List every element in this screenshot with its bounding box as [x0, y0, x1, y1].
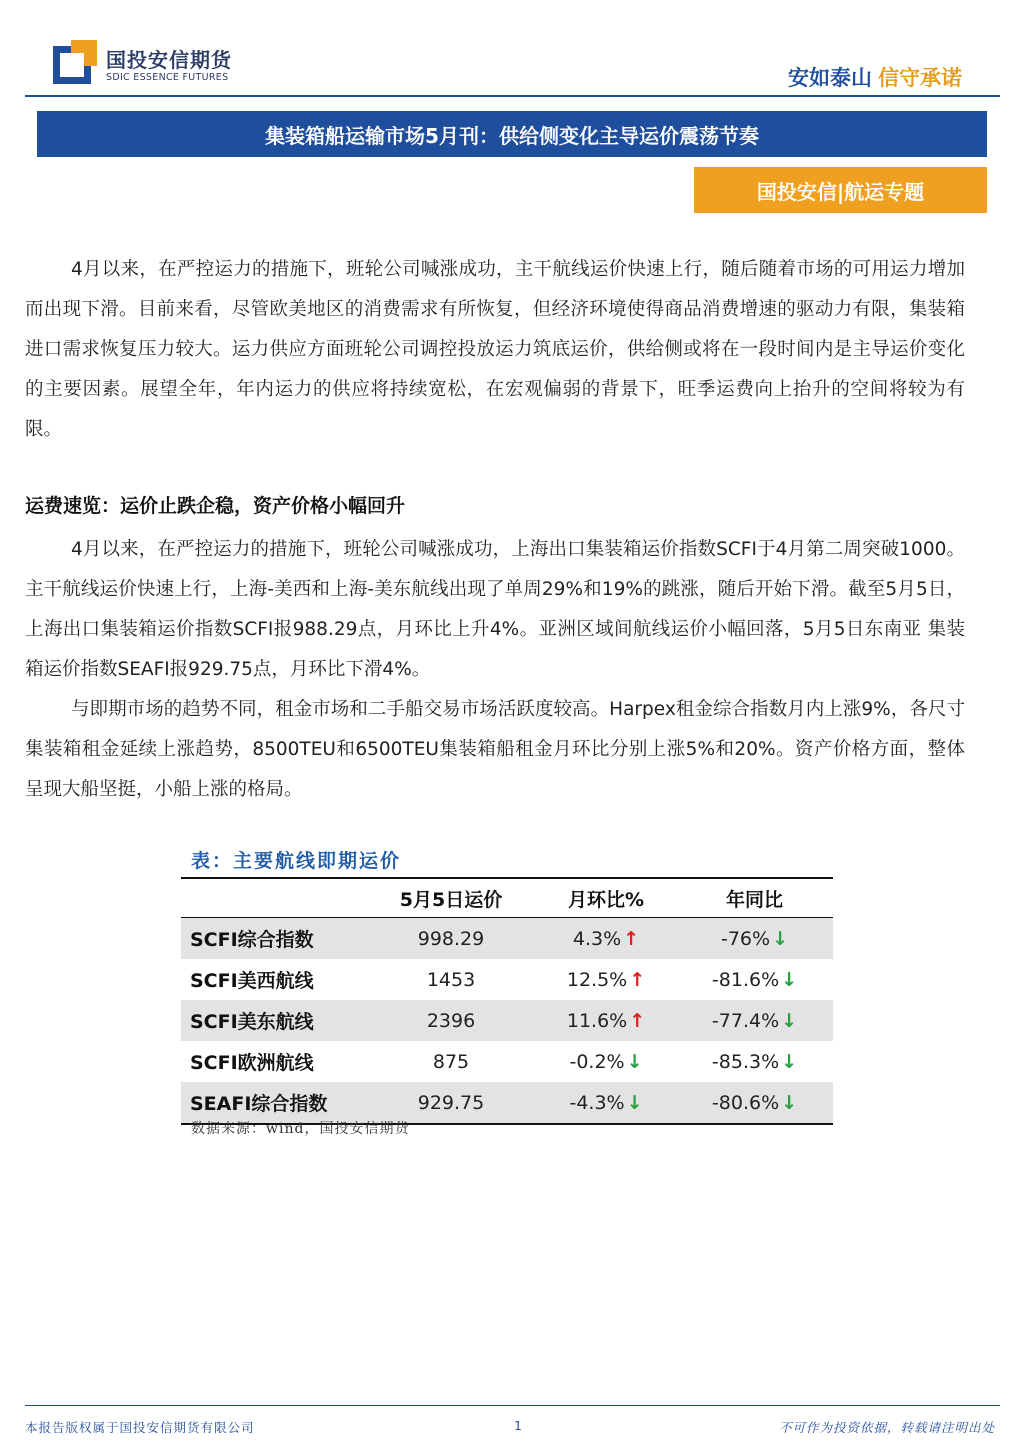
slogan-part-2: 信守承诺	[878, 66, 962, 90]
route-name: SEAFI综合指数	[181, 1082, 366, 1124]
arrow-up-icon: ↑	[629, 1009, 646, 1032]
route-price: 929.75	[366, 1082, 536, 1124]
page-number: 1	[514, 1418, 522, 1433]
yoy-value: -85.3%	[711, 1050, 780, 1073]
body-paragraph-1: 4月以来，在严控运力的措施下，班轮公司喊涨成功，上海出口集装箱运价指数SCFI于4月第二周突破1000。主干航线运价快速上行，上海-美西和上海-美东航线出现了单周29%和19%的跳涨，随后开始下滑。截至5月5日，上海出口集装箱运价指数SCFI报988.29点，月环比上升4%。亚洲区域间航线运价小幅回落，5月5日东南亚 集装箱运价指数SEAFI报929.75点，月环比下滑4%。	[25, 539, 965, 680]
route-yoy	[676, 918, 833, 960]
arrow-down-icon: ↓	[781, 1050, 798, 1073]
route-name: SCFI欧洲航线	[190, 1052, 314, 1074]
logo-english-name: SDIC ESSENCE FUTURES	[106, 72, 229, 83]
body-paragraph-2: 与即期市场的趋势不同，租金市场和二手船交易市场活跃度较高。Harpex租金综合指数月内上涨9%，各尺寸集装箱租金延续上涨趋势，8500TEU和6500TEU集装箱船租金月环比分别上涨5%和20%。资产价格方面，整体呈现大船坚挺，小船上涨的格局。	[25, 699, 965, 800]
yoy-value: -77.4%	[711, 1009, 780, 1032]
table-row	[181, 918, 833, 960]
arrow-down-icon: ↓	[626, 1050, 643, 1073]
footer-divider	[25, 1405, 1000, 1406]
route-mom	[536, 1082, 676, 1124]
data-source-note: 数据来源：wind，国投安信期货	[191, 1121, 410, 1137]
page-header	[0, 0, 1025, 100]
route-price: 1453	[426, 968, 476, 991]
arrow-down-icon: ↓	[781, 1009, 798, 1032]
table-row	[181, 1000, 833, 1041]
footer-disclaimer: 不可作为投资依据，转载请注明出处	[778, 1420, 995, 1435]
route-mom	[536, 918, 676, 960]
route-mom	[536, 959, 676, 1000]
route-price: 998.29	[366, 918, 536, 960]
arrow-down-icon: ↓	[626, 1091, 643, 1114]
mom-value: 11.6%	[566, 1009, 628, 1032]
table-caption: 表：主要航线即期运价	[191, 850, 402, 872]
route-yoy	[676, 1000, 833, 1041]
route-mom	[536, 1000, 676, 1041]
route-name: SCFI综合指数	[181, 918, 366, 960]
footer-copyright: 本报告版权属于国投安信期货有限公司	[25, 1420, 255, 1435]
arrow-down-icon: ↓	[772, 927, 788, 950]
company-logo-icon	[53, 40, 97, 84]
arrow-down-icon: ↓	[781, 1091, 798, 1114]
table-header-route	[181, 878, 366, 918]
route-price: 2396	[366, 1000, 536, 1041]
route-price: 875	[432, 1050, 470, 1073]
arrow-down-icon: ↓	[781, 968, 798, 991]
logo-chinese-name: 国投安信期货	[106, 48, 232, 72]
slogan-part-1: 安如泰山	[788, 66, 872, 90]
report-title: 集装箱船运输市场5月刊：供给侧变化主导运价震荡节奏	[37, 111, 987, 157]
table-header-mom: 月环比%	[536, 878, 676, 918]
yoy-value: -80.6%	[711, 1091, 780, 1114]
report-tag: 国投安信|航运专题	[694, 167, 987, 213]
route-name: SCFI美东航线	[181, 1000, 366, 1041]
table-header-yoy: 年同比	[676, 878, 833, 918]
table-header-row	[181, 878, 833, 918]
mom-value: 12.5%	[566, 968, 628, 991]
table-row	[181, 959, 833, 1000]
mom-value: -4.3%	[569, 1091, 625, 1114]
route-mom	[536, 1041, 676, 1082]
yoy-value: -81.6%	[711, 968, 780, 991]
arrow-up-icon: ↑	[629, 968, 646, 991]
table-row	[181, 1041, 833, 1082]
slogan	[788, 62, 962, 92]
header-divider	[25, 95, 1000, 97]
yoy-value: -76%	[720, 927, 771, 950]
route-yoy	[676, 959, 833, 1000]
arrow-up-icon: ↑	[623, 927, 640, 950]
intro-paragraph: 4月以来，在严控运力的措施下，班轮公司喊涨成功，主干航线运价快速上行，随后随着市场的可用运力增加而出现下滑。目前来看，尽管欧美地区的消费需求有所恢复，但经济环境使得商品消费增速的驱动力有限，集装箱进口需求恢复压力较大。运力供应方面班轮公司调控投放运力筑底运价，供给侧或将在一段时间内是主导运价变化的主要因素。展望全年，年内运力的供应将持续宽松，在宏观偏弱的背景下，旺季运费向上抬升的空间将较为有限。	[25, 259, 965, 440]
section-title: 运费速览：运价止跌企稳，资产价格小幅回升	[25, 495, 406, 517]
route-yoy	[676, 1082, 833, 1124]
route-yoy	[676, 1041, 833, 1082]
route-name: SCFI美西航线	[190, 970, 314, 992]
mom-value: -0.2%	[569, 1050, 625, 1073]
freight-rate-table	[181, 877, 833, 1125]
table-header-price: 5月5日运价	[366, 878, 536, 918]
mom-value: 4.3%	[572, 927, 622, 950]
